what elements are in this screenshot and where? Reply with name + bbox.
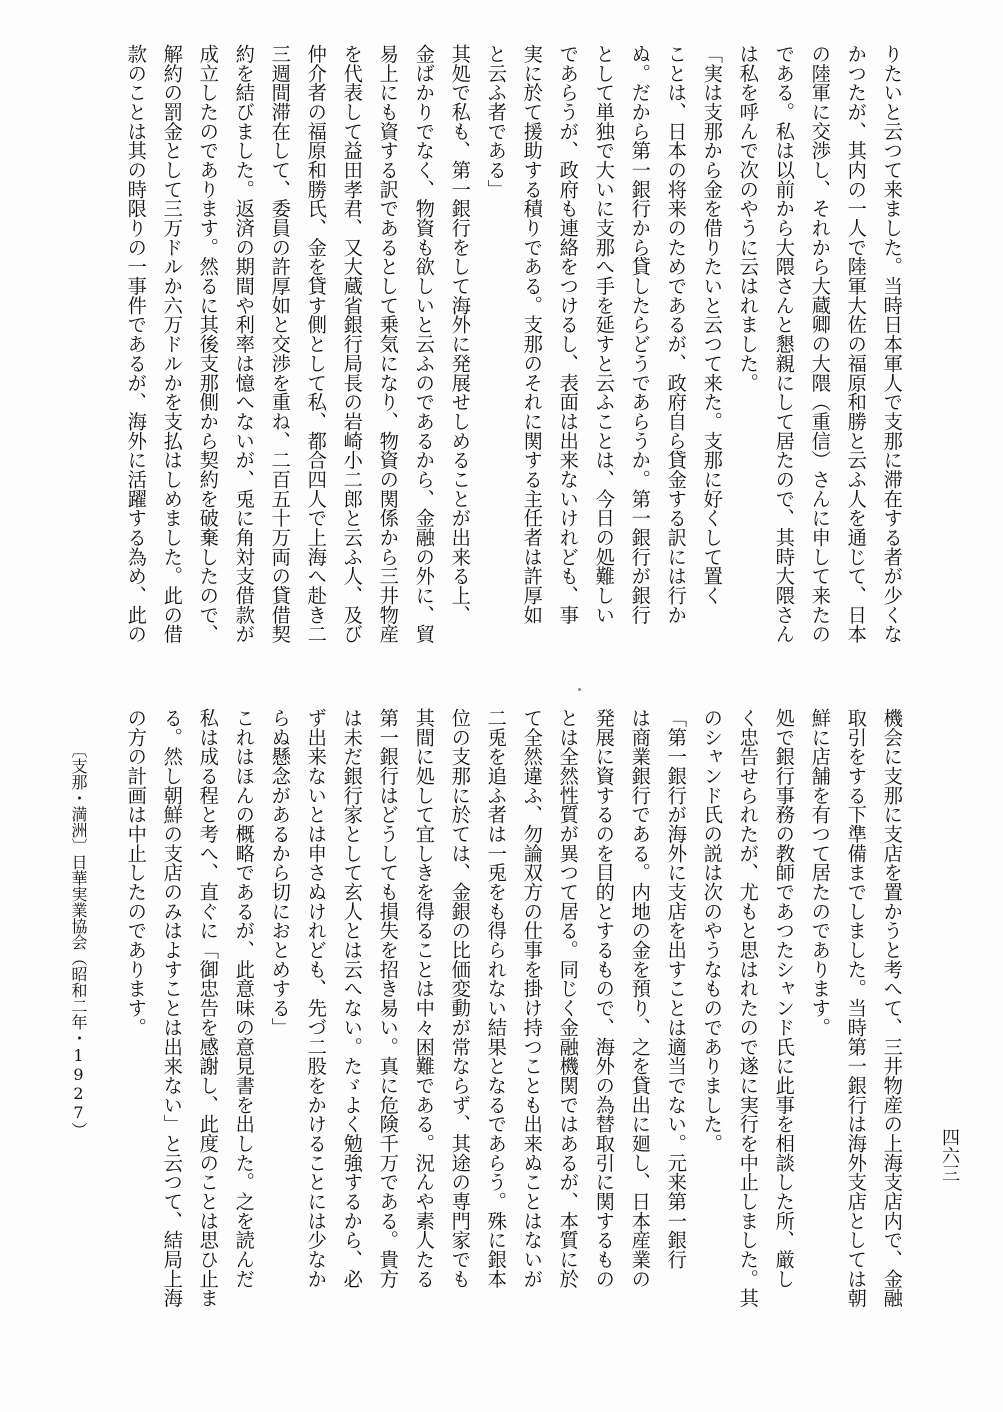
text-column: 其処で私も、第一銀行をして海外に発展せしめることが出来る上、 — [448, 44, 472, 625]
text-column: 成立したのであります。然るに其後支那側から契約を破棄したので、 — [196, 44, 220, 644]
source-footer — [70, 742, 86, 1342]
footer-source: 〔支那・満洲〕 — [69, 742, 88, 854]
text-column: は未だ銀行家として玄人とは云へない。たゞよく勉強するから、必 — [340, 708, 364, 1289]
text-column: と云ふ者である」 — [484, 44, 508, 199]
text-column: 第一銀行はどうしても損失を招き易い。真に危険千万である。貴方 — [376, 708, 400, 1289]
text-column: 款のことは其の時限りの一事件であるが、海外に活躍する為め、此の — [124, 44, 148, 644]
text-column: 解約の罰金として三万ドルか六万ドルかを支払はしめました。此の借 — [160, 44, 184, 644]
text-column: 処で銀行事務の教師であつたシャンド氏に此事を相談した所、厳し — [772, 708, 796, 1289]
text-column: 「実は支那から金を借りたいと云つて来た。支那に好くして置く — [700, 44, 724, 605]
text-column: 機会に支那に支店を置かうと考へて、三井物産の上海支店内で、金融 — [880, 708, 904, 1308]
text-column: 「第一銀行が海外に支店を出すことは適当でない。元来第一銀行 — [664, 708, 688, 1269]
text-column: これはほんの概略であるが、此意味の意見書を出した。之を読んだ — [232, 708, 256, 1289]
text-column: ぬ。だから第一銀行から貸したらどうであらうか。第一銀行が銀行 — [628, 44, 652, 625]
text-column: は商業銀行である。内地の金を預り、之を貸出に廻し、日本産業の — [628, 708, 652, 1289]
text-column: 約を結びました。返済の期間や利率は憶へないが、兎に角対支借款が — [232, 44, 256, 644]
text-column: とは全然性質が異つて居る。同じく金融機関ではあるが、本質に於 — [556, 708, 580, 1289]
text-column: ことは、日本の将来のためであるが、政府自ら貸金する訳には行か — [664, 44, 688, 625]
text-column: 発展に資するのを目的とするもので、海外の為替取引に関するもの — [592, 708, 616, 1289]
text-column: 位の支那に於ては、金銀の比価変動が常ならず、其途の専門家でも — [448, 708, 472, 1289]
text-column: く忠告せられたが、尤もと思はれたので遂に実行を中止しました。其 — [736, 708, 760, 1308]
text-column: ず出来ないとは申さぬけれども、先づ二股をかけることには少なか — [304, 708, 328, 1289]
text-column: 私は成る程と考へ、直ぐに「御忠告を感謝し、此度のことは思ひ止ま — [196, 708, 220, 1308]
text-column: の陸軍に交渉し、それから大蔵卿の大隈（重信）さんに申して来たの — [808, 44, 832, 644]
text-column: 取引をする下準備までしました。当時第一銀行は海外支店としては朝 — [844, 708, 868, 1308]
text-column: かつたが、其内の一人で陸軍大佐の福原和勝と云ふ人を通じて、日本 — [844, 44, 868, 644]
text-column: て全然違ふ、勿論双方の仕事を掛け持つことも出来ぬことはないが — [520, 708, 544, 1289]
text-column: を代表して益田孝君、又大蔵省銀行局長の岩崎小二郎と云ふ人、及び — [340, 44, 364, 644]
text-column: 二兎を追ふ者は一兎をも得られない結果となるであらう。殊に銀本 — [484, 708, 508, 1289]
text-column: である。私は以前から大隈さんと懇親にして居たので、其時大隈さん — [772, 44, 796, 644]
text-column: 三週間滞在して、委員の許厚如と交渉を重ね、二百五十万両の貸借契 — [268, 44, 292, 644]
footer-date: （昭和二年・1927） — [69, 950, 88, 1138]
text-column: 鮮に店舗を有つて居たのであります。 — [808, 708, 832, 1037]
text-column: のシャンド氏の説は次のやうなものでありました。 — [700, 708, 724, 1153]
text-column: は私を呼んで次のやうに云はれました。 — [736, 44, 760, 393]
text-column: る。然し朝鮮の支店のみはよすことは出来ない」と云つて、結局上海 — [160, 708, 184, 1308]
text-column: らぬ懸念があるから切におとめする」 — [268, 708, 292, 1037]
page-number: 四六三 — [939, 1128, 960, 1182]
scan-speck — [578, 688, 581, 691]
text-column: 仲介者の福原和勝氏、金を貸す側として私、都合四人で上海へ赴き二 — [304, 44, 328, 644]
footer-organization: 日華実業協会 — [69, 854, 88, 950]
text-column: りたいと云つて来ました。当時日本軍人で支那に滞在する者が少くな — [880, 44, 904, 644]
text-column: 其間に処して宜しきを得ることは中々困難である。況んや素人たる — [412, 708, 436, 1289]
text-column: の方の計画は中止したのであります。 — [124, 708, 148, 1037]
text-column: 易上にも資する訳であるとして乗気になり、物資の関係から三井物産 — [376, 44, 400, 644]
text-column: として単独で大いに支那へ手を延すと云ふことは、今日の処難しい — [592, 44, 616, 625]
text-column: であらうが、政府も連絡をつけるし、表面は出来ないけれども、事 — [556, 44, 580, 625]
text-column: 実に於て援助する積りである。支那のそれに関する主任者は許厚如 — [520, 44, 544, 625]
text-column: 金ばかりでなく、物資も欲しいと云ふのであるから、金融の外に、貿 — [412, 44, 436, 644]
